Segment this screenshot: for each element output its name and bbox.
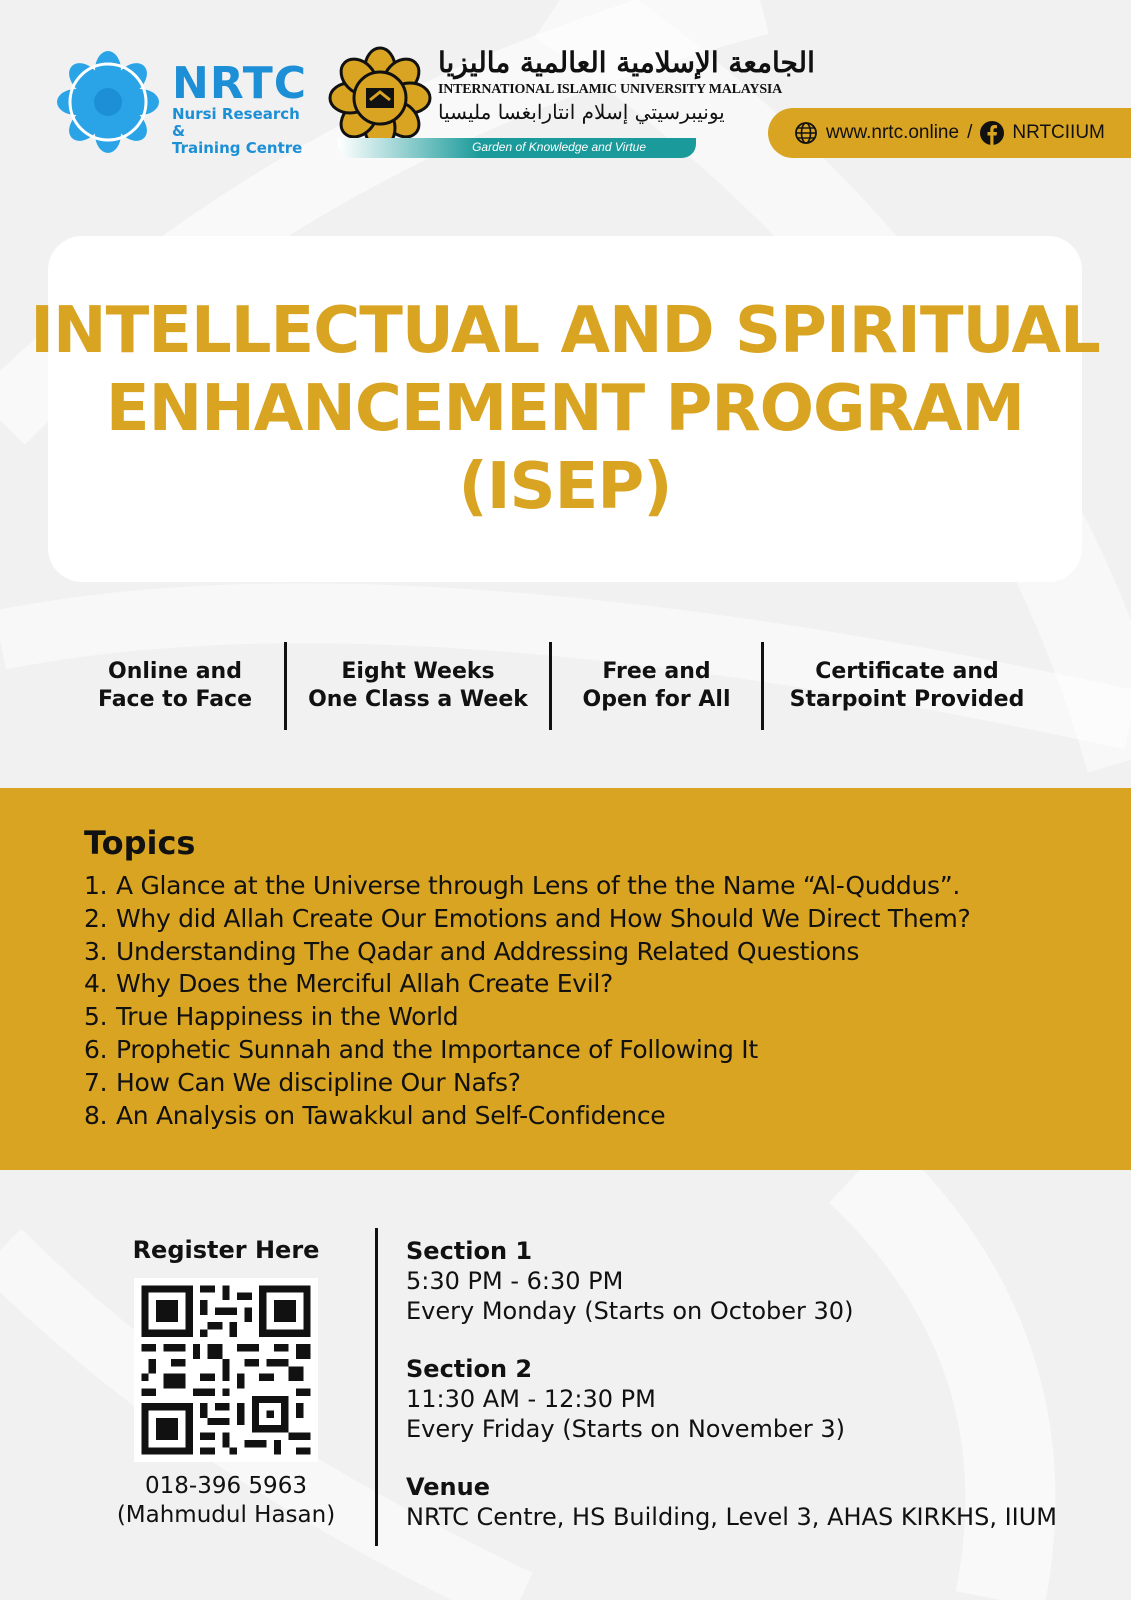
- title-line1: INTELLECTUAL AND SPIRITUAL: [30, 294, 1100, 368]
- list-item: [84, 936, 971, 969]
- globe-icon: [794, 121, 818, 145]
- iium-english-name: INTERNATIONAL ISLAMIC UNIVERSITY MALAYSIA: [438, 82, 783, 97]
- feature-line2: Open for All: [582, 687, 731, 712]
- venue-title: Venue: [406, 1473, 490, 1501]
- section-2-title: Section 2: [406, 1355, 533, 1383]
- feature-line1: Free and: [602, 659, 711, 684]
- register-block: [106, 1236, 346, 1530]
- nrtc-logo: [52, 46, 312, 158]
- topic-number: 3.: [84, 936, 108, 966]
- section-1: [406, 1236, 1106, 1326]
- facebook-link[interactable]: NRTCIIUM: [1012, 122, 1105, 143]
- iium-arabic-name: الجامعة الإسلامية العالمية ماليزيا: [438, 46, 815, 79]
- feature-line2: Starpoint Provided: [789, 687, 1025, 712]
- venue: [406, 1472, 1106, 1532]
- topic-text: Prophetic Sunnah and the Importance of Following It: [116, 1034, 758, 1064]
- topic-text: An Analysis on Tawakkul and Self-Confidence: [116, 1100, 666, 1130]
- feature-line1: Certificate and: [815, 659, 999, 684]
- nrtc-short-name: NRTC: [172, 58, 308, 109]
- topic-number: 5.: [84, 1002, 108, 1032]
- feature-format: [80, 658, 270, 714]
- section-2: [406, 1354, 1106, 1444]
- topics-section: [0, 788, 1131, 1170]
- contact-phone: 018-396 5963: [145, 1473, 307, 1499]
- contact-separator: /: [967, 122, 973, 143]
- list-item: [84, 903, 971, 936]
- topic-number: 8.: [84, 1100, 108, 1130]
- iium-jawi-name: يونيبرسيتي إسلام انتارابغسا مليسيا: [438, 100, 725, 124]
- schedule-block: [406, 1236, 1106, 1560]
- website-link[interactable]: www.nrtc.online: [826, 122, 960, 143]
- list-item: [84, 1067, 971, 1100]
- register-heading: Register Here: [132, 1236, 320, 1264]
- topic-number: 1.: [84, 871, 108, 900]
- topic-number: 6.: [84, 1034, 108, 1064]
- facebook-icon: [980, 121, 1004, 145]
- section-1-time: 5:30 PM - 6:30 PM: [406, 1267, 624, 1295]
- iium-tagline-bar: [338, 138, 696, 158]
- topic-text: Understanding The Qadar and Addressing Related Questions: [116, 936, 860, 966]
- topic-text: A Glance at the Universe through Lens of the the Name “Al-Quddus”.: [116, 871, 961, 900]
- nrtc-name-line2: Training Centre: [172, 139, 303, 157]
- feature-cost: [552, 658, 761, 714]
- contact-name: (Mahmudul Hasan): [116, 1502, 336, 1528]
- feature-line2: Face to Face: [97, 687, 253, 712]
- list-item: [84, 870, 971, 903]
- topics-heading: Topics: [84, 824, 196, 862]
- topic-text: Why did Allah Create Our Emotions and How Should We Direct Them?: [116, 903, 971, 933]
- registration-qr-code[interactable]: [134, 1278, 318, 1462]
- contact-pill: [768, 108, 1131, 158]
- iium-tagline: Garden of Knowledge and Virtue: [472, 140, 646, 154]
- program-title: [30, 292, 1100, 526]
- feature-line1: Online and: [108, 659, 242, 684]
- feature-line2: One Class a Week: [308, 687, 528, 712]
- bottom-divider: [375, 1228, 378, 1546]
- topic-text: True Happiness in the World: [116, 1002, 459, 1032]
- list-item: [84, 968, 971, 1001]
- venue-place: NRTC Centre, HS Building, Level 3, AHAS KIRKHS, IIUM: [406, 1503, 1058, 1531]
- list-item: [84, 1034, 971, 1067]
- feature-line1: Eight Weeks: [341, 659, 495, 684]
- iium-emblem-icon: [328, 46, 432, 150]
- qr-code-icon: [134, 1278, 318, 1462]
- nrtc-emblem-icon: [52, 46, 164, 158]
- topic-number: 4.: [84, 969, 108, 999]
- iium-logo: [328, 46, 815, 160]
- feature-duration: [287, 658, 549, 714]
- section-1-title: Section 1: [406, 1237, 533, 1265]
- topics-list: [84, 870, 971, 1132]
- topic-text: Why Does the Merciful Allah Create Evil?: [116, 969, 613, 999]
- title-line3: (ISEP): [458, 450, 672, 524]
- title-card: [30, 236, 1100, 582]
- list-item: [84, 1001, 971, 1034]
- topic-number: 2.: [84, 903, 108, 933]
- list-item: [84, 1100, 971, 1133]
- section-2-time: 11:30 AM - 12:30 PM: [406, 1385, 656, 1413]
- features-row: [80, 640, 1050, 732]
- section-1-day: Every Monday (Starts on October 30): [406, 1297, 854, 1325]
- title-line2: ENHANCEMENT PROGRAM: [105, 372, 1025, 446]
- topic-text: How Can We discipline Our Nafs?: [116, 1067, 521, 1097]
- feature-certificate: [764, 658, 1050, 714]
- nrtc-name-line1: Nursi Research &: [172, 105, 300, 140]
- section-2-day: Every Friday (Starts on November 3): [406, 1415, 845, 1443]
- topic-number: 7.: [84, 1067, 108, 1097]
